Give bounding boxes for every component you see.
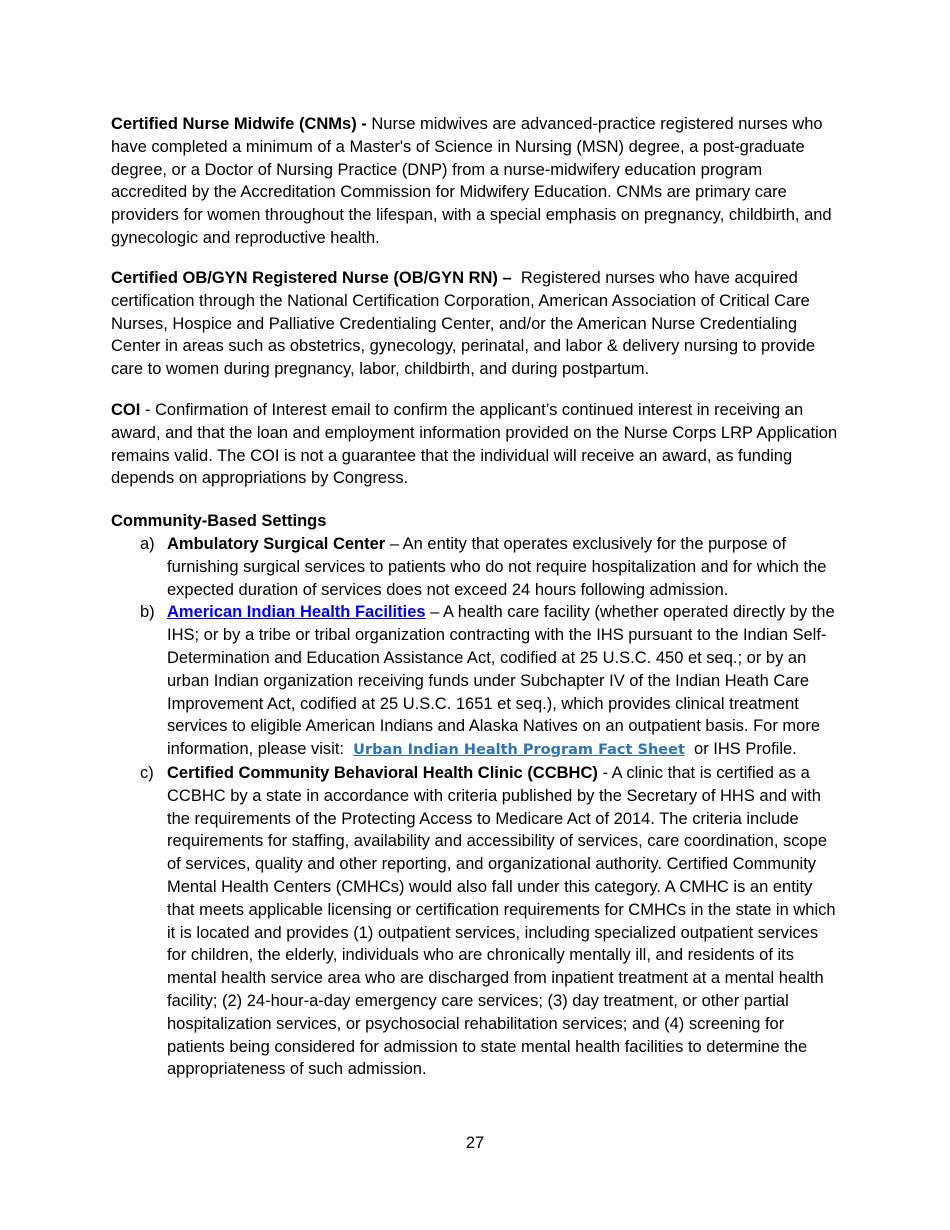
list-item bbox=[111, 762, 841, 1081]
term-obgyn-rn: Certified OB/GYN Registered Nurse (OB/GYN RN) – bbox=[111, 269, 512, 287]
page-number: 27 bbox=[465, 1134, 485, 1152]
definition-text-american-indian: – A health care facility (whether operated directly by the IHS; or by a tribe or tribal organization contracting with the IHS pursuant to the Indian Self-Determination and Education Assistance Act, codified at 25 U.S.C. 450 et seq.; or by an urban Indian organization receiving funds under Subchapter IV of the Indian Heath Care Improvement Act, codified at 25 U.S.C. 1651 et seq.), which provides clinical treatment services to eligible American Indians and Alaska Natives on an outpatient basis. For more information, please visit: bbox=[167, 603, 835, 759]
definition-text-coi: - Confirmation of Interest email to confirm the applicant’s continued interest in receiving an award, and that the loan and employment information provided on the Nurse Corps LRP Application remains valid. The COI is not a guarantee that the individual will receive an award, as funding depends on appropriations by Congress. bbox=[111, 401, 838, 488]
definition-text-ambulatory: – An entity that operates exclusively for the purpose of furnishing surgical services to patients who do not require hospitalization and for which the expected duration of services does not exceed 24 hours following admission. bbox=[167, 535, 827, 599]
american-indian-health-facilities-link[interactable]: American Indian Health Facilities bbox=[167, 603, 426, 622]
urban-indian-fact-sheet-link[interactable]: Urban Indian Health Program Fact Sheet bbox=[353, 742, 685, 759]
definition-obgyn-rn bbox=[111, 267, 841, 381]
term-ccbhc: Certified Community Behavioral Health Clinic (CCBHC) bbox=[167, 763, 598, 782]
definition-coi bbox=[111, 399, 841, 490]
community-settings-list bbox=[111, 533, 841, 1081]
list-item bbox=[111, 533, 841, 601]
list-marker: c) bbox=[140, 763, 154, 782]
term-cnm: Certified Nurse Midwife (CNMs) - bbox=[111, 115, 367, 133]
list-item bbox=[111, 601, 841, 762]
definition-text-cnm: Nurse midwives are advanced-practice registered nurses who have completed a minimum of a Master's of Science in Nursing (MSN) degree, a post-graduate degree, or a Doctor of Nursing Practice (DNP) from a nurse-midwifery education program accredited by the Accreditation Commission for Midwifery Education. CNMs are primary care providers for women throughout the lifespan, with a special emphasis on pregnancy, childbirth, and gynecologic and reproductive health. bbox=[111, 115, 832, 247]
list-marker: a) bbox=[140, 535, 155, 553]
definition-text-ccbhc: - A clinic that is certified as a CCBHC by a state in accordance with criteria published by the Secretary of HHS and with the requirements of the Protecting Access to Medicare Act of 2014. The criteria include requirements for staffing, availability and accessibility of services, care coordination, scope of services, quality and other reporting, and organizational authority. Certified Community Mental Health Centers (CMHCs) would also fall under this category. A CMHC is an entity that meets applicable licensing or certification requirements for CMHCs in the state in which it is located and provides (1) outpatient services, including specialized outpatient services for children, the elderly, individuals who are chronically mentally ill, and residents of its mental health service area who are discharged from inpatient treatment at a mental health facility; (2) 24-hour-a-day emergency care services; (3) day treatment, or other partial hospitalization services, or psychosocial rehabilitation services; and (4) screening for patients being considered for admission to state mental health facilities to determine the appropriateness of such admission. bbox=[167, 763, 836, 1079]
list-marker: b) bbox=[140, 603, 155, 622]
term-ambulatory-surgical-center: Ambulatory Surgical Center bbox=[167, 535, 386, 553]
definition-text-ihs-profile: or IHS Profile. bbox=[694, 740, 797, 759]
definition-cnm bbox=[111, 113, 841, 250]
term-coi: COI bbox=[111, 401, 141, 419]
section-heading-community-settings: Community-Based Settings bbox=[111, 512, 327, 530]
definition-text-obgyn-rn: Registered nurses who have acquired certification through the National Certification Corporation, American Association of Critical Care Nurses, Hospice and Palliative Credentialing Center, and/or the American Nurse Credentialing Center in areas such as obstetrics, gynecology, perinatal, and labor & delivery nursing to provide care to women during pregnancy, labor, childbirth, and during postpartum. bbox=[111, 269, 816, 379]
